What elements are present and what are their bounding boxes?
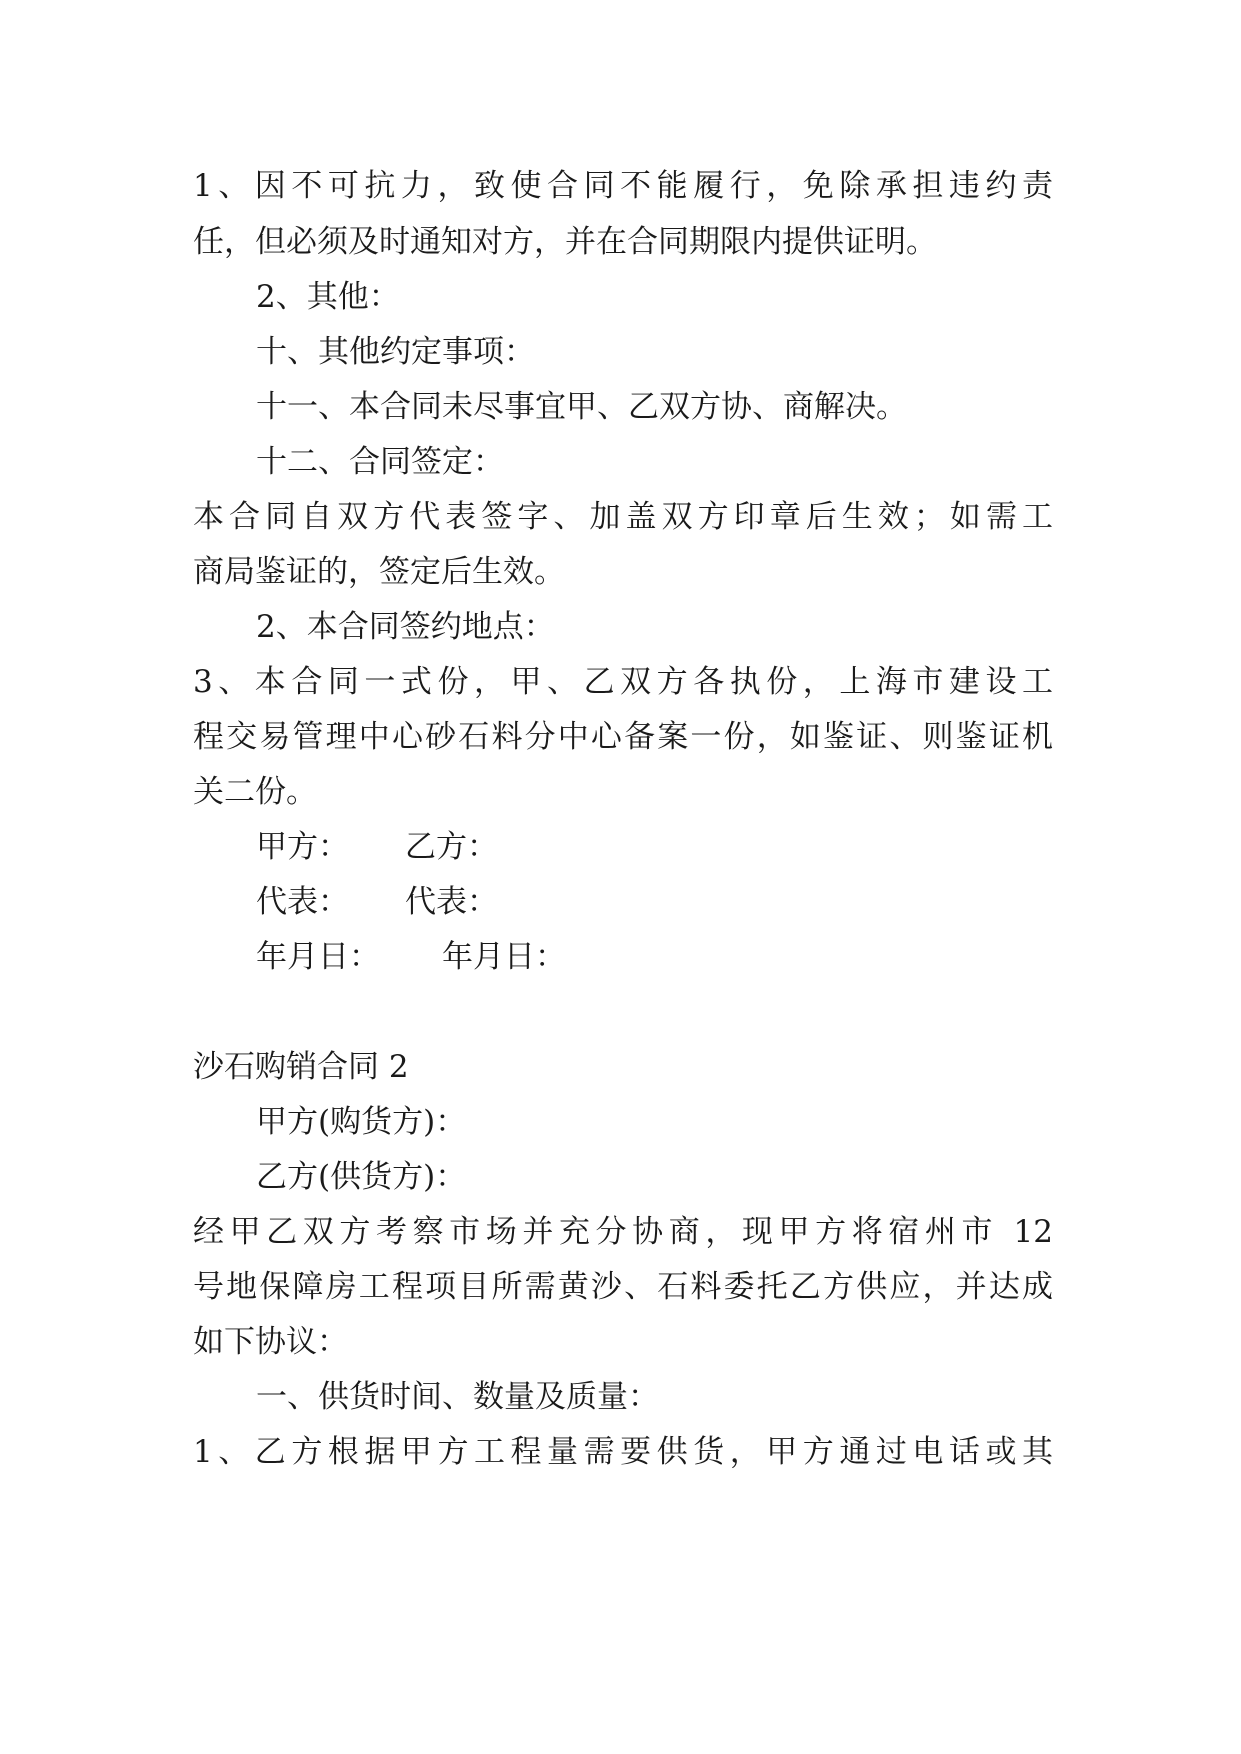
paragraph-copies-line2: 程交易管理中心砂石料分中心备案一份，如鉴证、则鉴证机 <box>193 719 1053 755</box>
signature-rep-b-label: 代表： <box>405 884 498 920</box>
paragraph-intro-line1: 经甲乙双方考察市场并充分协商，现甲方将宿州市 12 <box>193 1214 1053 1250</box>
paragraph-copies-line1: 3、本合同一式份，甲、乙双方各执份，上海市建设工 <box>193 664 1053 700</box>
paragraph-other: 2、其他： <box>256 279 400 315</box>
paragraph-effectiveness-line1: 本合同自双方代表签字、加盖双方印章后生效；如需工 <box>193 499 1053 535</box>
signature-date-a-label: 年月日： <box>256 939 380 975</box>
contract-2-title: 沙石购销合同 2 <box>193 1049 409 1085</box>
heading-other-terms: 十、其他约定事项： <box>256 334 535 370</box>
signature-date-b-label: 年月日： <box>442 939 566 975</box>
paragraph-copies-line3: 关二份。 <box>193 774 317 810</box>
paragraph-force-majeure-line1: 1、因不可抗力，致使合同不能履行，免除承担违约责 <box>193 168 1053 204</box>
buyer-label: 甲方(购货方)： <box>256 1104 467 1140</box>
paragraph-supply-item1: 1、乙方根据甲方工程量需要供货，甲方通过电话或其 <box>193 1434 1053 1470</box>
paragraph-intro-line3: 如下协议： <box>193 1324 348 1360</box>
paragraph-intro-line2: 号地保障房工程项目所需黄沙、石料委托乙方供应，并达成 <box>193 1269 1053 1305</box>
heading-supply-terms: 一、供货时间、数量及质量： <box>256 1379 659 1415</box>
signature-rep-a-label: 代表： <box>256 884 349 920</box>
paragraph-unresolved-matters: 十一、本合同未尽事宜甲、乙双方协、商解决。 <box>256 389 907 425</box>
paragraph-effectiveness-line2: 商局鉴证的，签定后生效。 <box>193 554 565 590</box>
supplier-label: 乙方(供货方)： <box>256 1159 467 1195</box>
paragraph-force-majeure-line2: 任，但必须及时通知对方，并在合同期限内提供证明。 <box>193 224 937 260</box>
signature-party-a-label: 甲方： <box>256 829 349 865</box>
signature-party-b-label: 乙方： <box>405 829 498 865</box>
heading-contract-signing: 十二、合同签定： <box>256 444 504 480</box>
paragraph-signing-location: 2、本合同签约地点： <box>256 609 555 645</box>
